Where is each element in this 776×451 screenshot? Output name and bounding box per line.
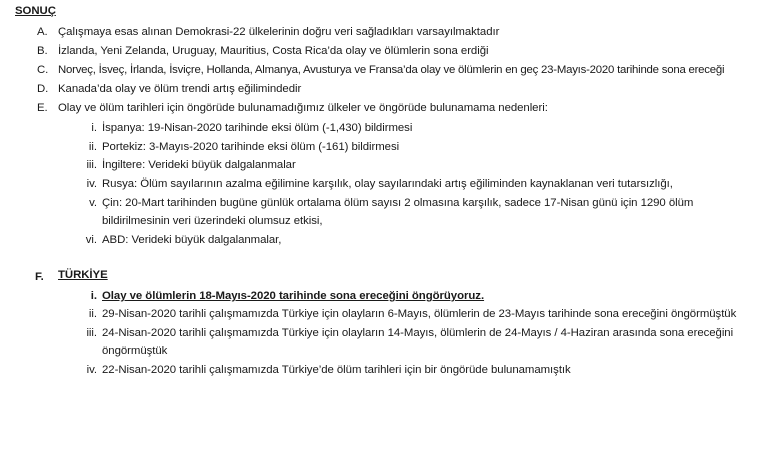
turkey-subitem-ii-text: 29-Nisan-2020 tarihli çalışmamızda Türkiye için olayların 6-Mayıs, ölümlerin de 23-Mayıs tarihinde sona ereceğini öngörmüştük [102,308,737,320]
turkey-subitem-i-marker: i. [90,290,97,302]
turkey-subitem-ii-marker: ii. [88,308,97,320]
turkey-subitem-iii-text-line-2: öngörmüştük [102,345,168,357]
item-d-marker: D. [37,83,49,95]
e-subitem-iii-text: İngiltere: Verideki büyük dalgalanmalar [102,159,296,171]
section-heading: SONUÇ [15,5,56,17]
item-c-text: Norveç, İsveç, İrlanda, İsviçre, Hollanda, Almanya, Avusturya ve Fransa’da olay ve ölümlerin en geç 23-Mayıs-2020 tarihinde sona ereceği [58,64,725,76]
item-d-text: Kanada’da olay ve ölüm trendi artış eğilimindedir [58,83,302,95]
e-subitem-ii-marker: ii. [88,141,97,153]
item-e-marker: E. [37,102,48,114]
item-b-marker: B. [37,45,48,57]
turkey-subitem-iv-text: 22-Nisan-2020 tarihli çalışmamızda Türkiye’de ölüm tarihleri için bir öngörüde bulunamamıştık [102,364,571,376]
turkey-subitem-i-text: Olay ve ölümlerin 18-Mayıs-2020 tarihinde sona ereceğini öngörüyoruz. [102,290,485,302]
e-subitem-vi-text: ABD: Verideki büyük dalgalanmalar, [102,234,282,246]
item-c-marker: C. [37,64,49,76]
turkey-subitem-iii-marker: iii. [86,327,97,339]
turkey-marker: F. [35,271,44,283]
e-subitem-v-text-line-1: Çin: 20-Mart tarihinden bugüne günlük ortalama ölüm sayısı 2 olmasına karşılık, sadece 17-Nisan günü için 1290 ölüm [102,197,694,209]
item-a-marker: A. [37,26,48,38]
e-subitem-v-marker: v. [89,197,97,209]
e-subitem-v-text-line-2: bildirilmesinin veri üzerindeki olumsuz etkisi, [102,215,323,227]
e-subitem-vi-marker: vi. [85,234,97,246]
e-subitem-iv-text: Rusya: Ölüm sayılarının azalma eğilimine karşılık, olay sayılarındaki artış eğiliminden kaynaklanan veri tutarsızlığı, [102,178,673,190]
item-b-text: İzlanda, Yeni Zelanda, Uruguay, Mauritius, Costa Rica’da olay ve ölümlerin sona erdiği [58,45,489,57]
turkey-title: TÜRKİYE [58,269,108,281]
e-subitem-i-text: İspanya: 19-Nisan-2020 tarihinde eksi ölüm (-1,430) bildirmesi [102,122,413,134]
turkey-subitem-iii-text-line-1: 24-Nisan-2020 tarihli çalışmamızda Türkiye için olayların 14-Mayıs, ölümlerin de 24-Mayıs / 4-Haziran arasında sona ereceğini [102,327,734,339]
turkey-subitem-iv-marker: iv. [86,364,97,376]
e-subitem-ii-text: Portekiz: 3-Mayıs-2020 tarihinde eksi ölüm (-161) bildirmesi [102,141,400,153]
item-a-text: Çalışmaya esas alınan Demokrasi-22 ülkelerinin doğru veri sağladıkları varsayılmaktadır [58,26,500,38]
item-e-text: Olay ve ölüm tarihleri için öngörüde bulunamadığımız ülkeler ve öngörüde bulunamama nedenleri: [58,102,548,114]
e-subitem-i-marker: i. [91,122,97,134]
e-subitem-iii-marker: iii. [86,159,97,171]
e-subitem-iv-marker: iv. [86,178,97,190]
